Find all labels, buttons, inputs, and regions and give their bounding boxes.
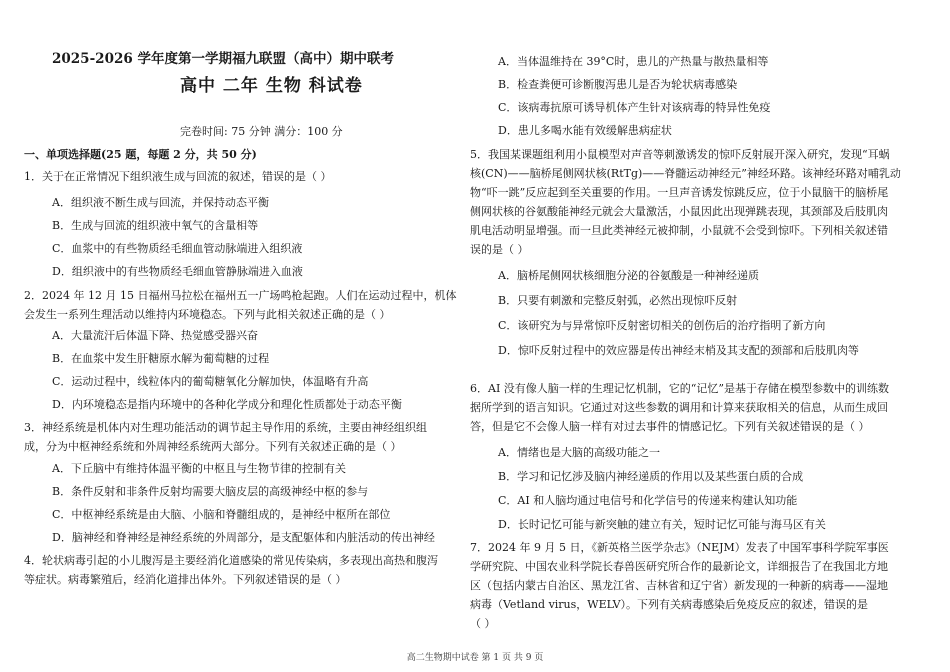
- exam-subtitle: 高中 二年 生物 科试卷: [180, 76, 363, 96]
- question-5-line4: 侧网状核的谷氨酸能神经元就会大量激活，小鼠因此出现弹跳表现，其颈部及后肢肌肉: [470, 205, 888, 218]
- question-5-line2: 核(CN)——脑桥尾侧网状核(RtTg)——脊髓运动神经元”神经环路。该神经环路对哺乳动: [470, 167, 901, 180]
- option-6b: B．学习和记忆涉及脑内神经递质的作用以及某些蛋白质的合成: [498, 470, 804, 483]
- question-4-line2: 等症状。病毒繁殖后，经消化道排出体外。下列叙述错误的是（ ）: [24, 573, 347, 586]
- option-5b: B．只要有刺激和完整反射弧，必然出现惊吓反射: [498, 294, 738, 307]
- question-6-line3: 答，但是它不会像人脑一样有对过去事件的情感记忆。下列有关叙述错误的是（ ）: [470, 420, 870, 433]
- option-4a: A．当体温维持在 39°C时，患儿的产热量与散热量相等: [498, 55, 769, 68]
- option-3d: D．脑神经和脊神经是神经系统的外周部分，是支配躯体和内脏活动的传出神经: [52, 531, 435, 544]
- option-4c: C．该病毒抗原可诱导机体产生针对该病毒的特异性免疫: [498, 101, 771, 114]
- option-1c: C．血浆中的有些物质经毛细血管动脉端进入组织液: [52, 242, 303, 255]
- question-1: 1．关于在正常情况下组织液生成与回流的叙述，错误的是（ ）: [24, 170, 332, 183]
- question-5-line3: 物“吓一跳”反应起到至关重要的作用。一旦声音诱发惊跳反应，位于小鼠脑干的脑桥尾: [470, 186, 889, 199]
- option-5c: C．该研究为与异常惊吓反射密切相关的创伤后的治疗指明了新方向: [498, 319, 826, 332]
- question-5-line5: 肌电活动明显增强。而一旦此类神经元被抑制，小鼠就不会受到惊吓。下列相关叙述错: [470, 224, 888, 237]
- option-3b: B．条件反射和非条件反射均需要大脑皮层的高级神经中枢的参与: [52, 485, 369, 498]
- option-5d: D．惊吓反射过程中的效应器是传出神经末梢及其支配的颈部和后肢肌肉等: [498, 344, 859, 357]
- option-4b: B．检查粪便可诊断腹泻患儿是否为轮状病毒感染: [498, 78, 738, 91]
- question-2-line2: 会发生一系列生理活动以维持内环境稳态。下列与此相关叙述正确的是（ ）: [24, 308, 391, 321]
- question-7-line2: 学研究院、中国农业科学院长春兽医研究所合作的最新论文，详细报告了在我国北方地: [470, 560, 888, 573]
- option-3c: C．中枢神经系统是由大脑、小脑和脊髓组成的，是神经中枢所在部位: [52, 508, 391, 521]
- option-1b: B．生成与回流的组织液中氧气的含量相等: [52, 219, 259, 232]
- question-6-line1: 6．AI 没有像人脑一样的生理记忆机制，它的“记忆”是基于存储在模型参数中的训练数: [470, 382, 890, 395]
- question-6-line2: 据所学到的语言知识。它通过对这些参数的调用和计算来获取相关的信息，从而生成回: [470, 401, 888, 414]
- page-footer: 高二生物期中试卷 第 1 页 共 9 页: [406, 653, 544, 663]
- question-7-line1: 7．2024 年 9 月 5 日，《新英格兰医学杂志》（NEJM）发表了中国军事科学院军事医: [470, 541, 889, 554]
- option-6d: D．长时记忆可能与新突触的建立有关，短时记忆可能与海马区有关: [498, 518, 826, 531]
- option-1d: D．组织液中的有些物质经毛细血管静脉端进入血液: [52, 265, 303, 278]
- option-4d: D．患儿多喝水能有效缓解患病症状: [498, 124, 672, 137]
- question-2-line1: 2．2024 年 12 月 15 日福州马拉松在福州五一广场鸣枪起跑。人们在运动过程中，机体: [24, 289, 457, 302]
- option-1a: A．组织液不断生成与回流，并保持动态平衡: [52, 196, 269, 209]
- option-6a: A．情绪也是大脑的高级功能之一: [498, 446, 660, 459]
- question-5-line1: 5．我国某课题组利用小鼠模型对声音等刺激诱发的惊吓反射展开深入研究，发现“耳蜗: [470, 148, 890, 161]
- question-7-line3: 区（包括内蒙古自治区、黑龙江省、吉林省和辽宁省）新发现的一种新的病毒——湿地: [470, 579, 888, 592]
- option-6c: C．AI 和人脑均通过电信号和化学信号的传递来构建认知功能: [498, 494, 798, 507]
- exam-meta: 完卷时间: 75 分钟 满分：100 分: [180, 125, 343, 138]
- question-5-line6: 误的是（ ）: [470, 243, 529, 256]
- question-4-line1: 4．轮状病毒引起的小儿腹泻是主要经消化道感染的常见传染病，多表现出高热和腹泻: [24, 554, 438, 567]
- option-2b: B．在血浆中发生肝糖原水解为葡萄糖的过程: [52, 352, 270, 365]
- question-3-line1: 3．神经系统是机体内对生理功能活动的调节起主导作用的系统，主要由神经组织组: [24, 421, 427, 434]
- section-heading: 一、单项选择题(25 题，每题 2 分，共 50 分): [24, 148, 257, 161]
- question-7-line5: （ ）: [470, 617, 496, 630]
- option-2a: A．大量流汗后体温下降、热觉感受器兴奋: [52, 329, 258, 342]
- exam-title: 2025-2026 学年度第一学期福九联盟（高中）期中联考: [52, 51, 394, 67]
- question-7-line4: 病毒（Vetland virus，WELV）。下列有关病毒感染后免疫反应的叙述，错误的是: [470, 598, 869, 611]
- option-5a: A．脑桥尾侧网状核细胞分泌的谷氨酸是一种神经递质: [498, 269, 759, 282]
- option-2d: D．内环境稳态是指内环境中的各种化学成分和理化性质都处于动态平衡: [52, 398, 402, 411]
- question-3-line2: 成，分为中枢神经系统和外周神经系统两大部分。下列有关叙述正确的是（ ）: [24, 440, 402, 453]
- option-3a: A．下丘脑中有维持体温平衡的中枢且与生物节律的控制有关: [52, 462, 346, 475]
- option-2c: C．运动过程中，线粒体内的葡萄糖氧化分解加快，体温略有升高: [52, 375, 369, 388]
